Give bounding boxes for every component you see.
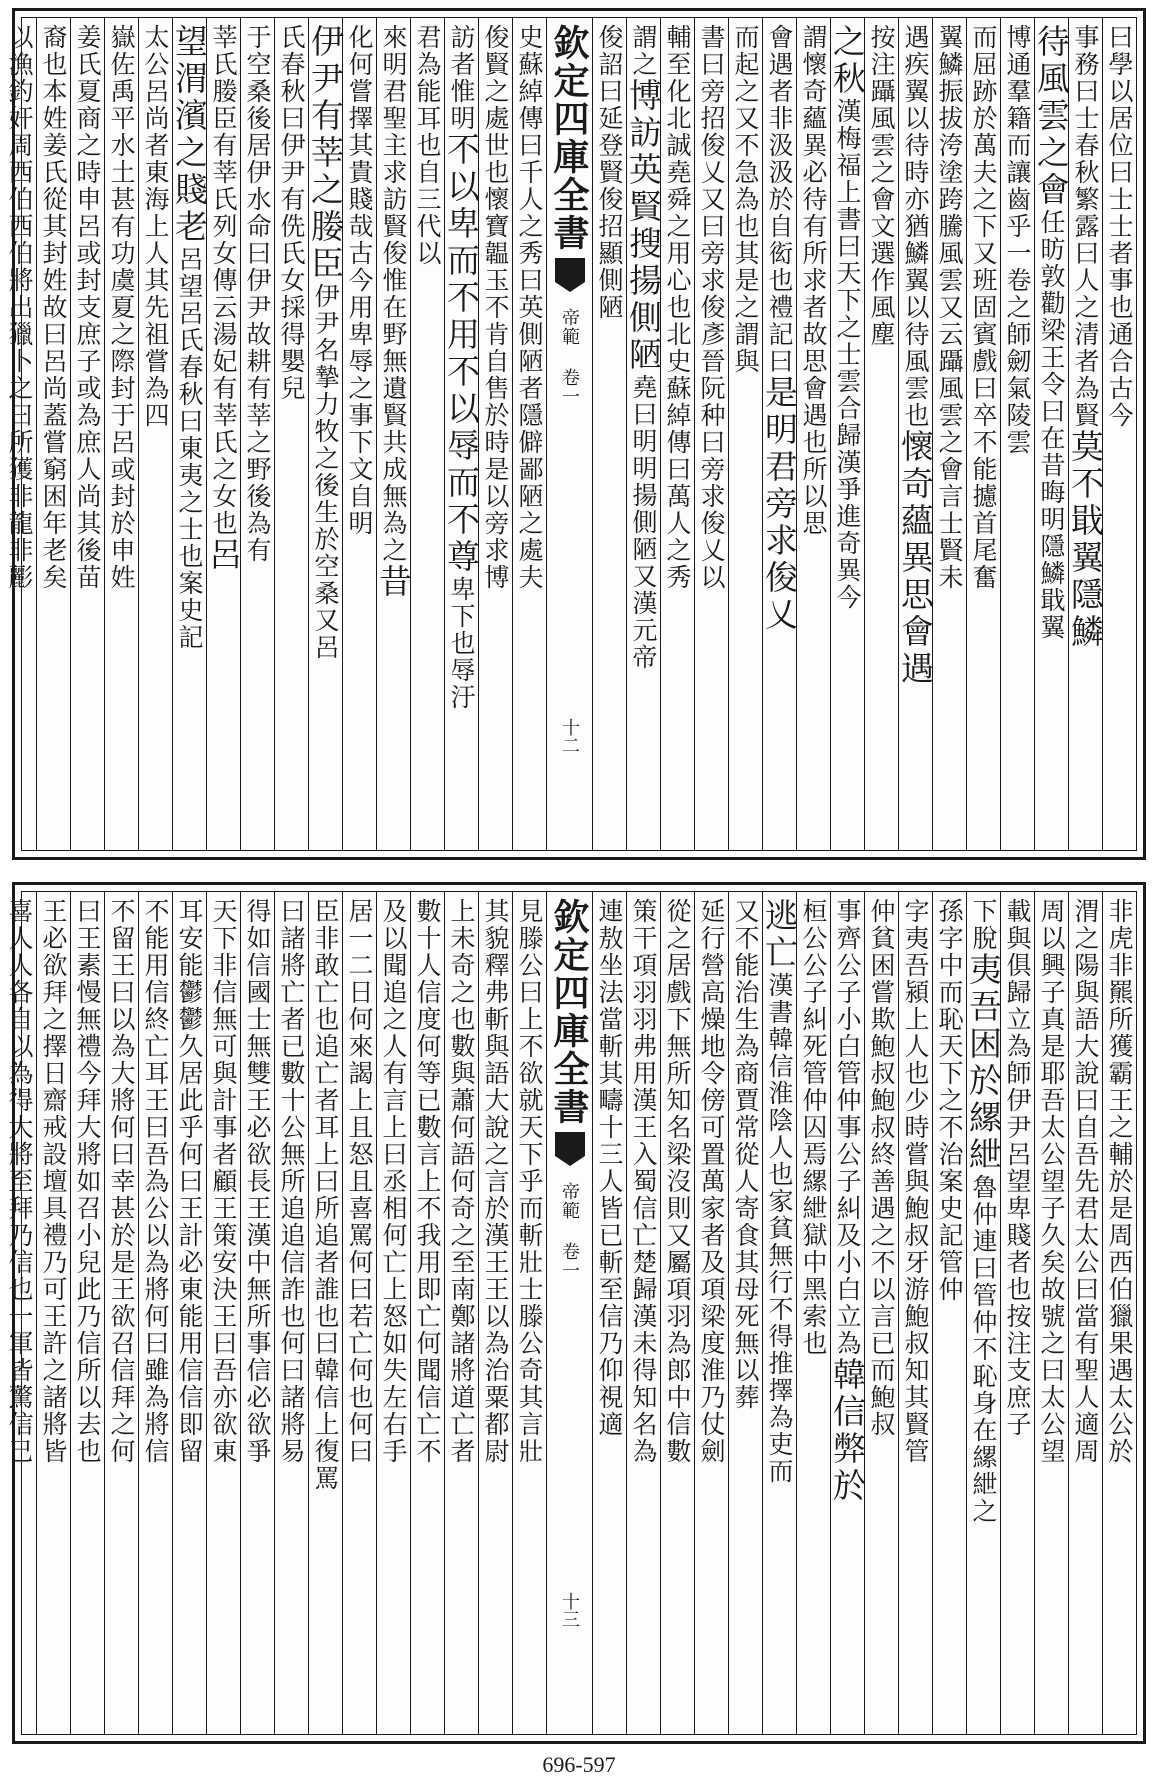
commentary-text: 遇疾翼以待時亦猶鱗翼以待風雲也 bbox=[901, 24, 930, 429]
volume-label: 帝範 卷一 bbox=[559, 1182, 580, 1280]
commentary-text: 孫字 bbox=[935, 898, 964, 952]
commentary-text: 也自三代以 bbox=[413, 132, 442, 267]
main-text: 是明君旁求俊乂 bbox=[760, 375, 799, 634]
text-column bbox=[624, 18, 663, 850]
commentary-text: 姜氏夏商之時申呂或封支庶子或為庶人尚其後苗 bbox=[73, 24, 102, 591]
commentary-text: 不留王曰以為大將何曰幸甚於是王欲召信拜之何 bbox=[107, 898, 136, 1465]
commentary-text: 從之居戲下無所知名梁沒則又屬項羽為郎中信數 bbox=[663, 898, 692, 1465]
text-column bbox=[1034, 892, 1068, 1734]
commentary-text: 按注支庶子 bbox=[1003, 1303, 1032, 1438]
commentary-text: 詔曰延登賢俊招顯側陋 bbox=[595, 51, 624, 321]
main-text: 懷奇蘊異思會遇 bbox=[896, 429, 935, 688]
commentary-text: 漢書韓信淮陰人也家貧無行不得推擇為吏而 bbox=[765, 972, 794, 1485]
commentary-text: 伊尹名摯力牧之後生於空桑又呂 bbox=[311, 283, 340, 661]
commentary-text: 曰諸將亡者已數十公無所追追信詐也何曰諸將易 bbox=[277, 898, 306, 1465]
commentary-text: 呂望呂氏春秋曰東夷之士也案史記 bbox=[175, 246, 204, 651]
commentary-text: 卑下也辱汙 bbox=[447, 576, 476, 711]
center-fold bbox=[546, 18, 592, 850]
main-text: 呂 bbox=[204, 537, 243, 574]
text-column bbox=[828, 18, 867, 850]
page-bottom bbox=[5, 882, 1146, 1744]
text-column bbox=[512, 892, 546, 1734]
text-column bbox=[444, 892, 478, 1734]
main-text: 之秋 bbox=[828, 24, 867, 98]
text-column bbox=[308, 892, 342, 1734]
fishtail-mark-icon bbox=[555, 258, 585, 282]
leaf-number: 十三 bbox=[559, 1592, 580, 1628]
commentary-text: 氏春秋曰伊尹有侁氏女採得嬰兒 bbox=[277, 24, 306, 402]
main-text: 韓信弊於 bbox=[828, 1357, 867, 1505]
text-column bbox=[36, 892, 70, 1734]
commentary-text: 渭之陽與語大說曰自吾先君太公曰當有聖人適周 bbox=[1071, 898, 1100, 1465]
commentary-text: 按注躡風雲之會文選作風塵 bbox=[867, 24, 896, 348]
text-column bbox=[374, 18, 413, 850]
book-title: 欽定四庫全書 bbox=[548, 24, 590, 252]
text-column bbox=[442, 18, 481, 850]
commentary-text: 曰王素慢無禮今拜大將如召小兒此乃信所以去也 bbox=[73, 898, 102, 1465]
text-column bbox=[626, 892, 660, 1734]
commentary-text: 居一二日何來謁上且怒且喜罵何曰若亡何也何曰 bbox=[345, 898, 374, 1465]
commentary-text: 臣非敢亡也追亡者耳上曰所追者誰也曰韓信上復罵 bbox=[311, 898, 340, 1492]
text-column bbox=[760, 18, 799, 850]
commentary-text: 史蘇綽傳曰千人之秀曰英側陋者隱僻鄙陋之處夫 bbox=[515, 24, 544, 591]
commentary-text: 仲貧困嘗欺鮑叔鮑叔終善遇之不以言已而鮑叔 bbox=[867, 898, 896, 1438]
main-text: 望渭濱之賤老 bbox=[170, 24, 209, 246]
text-column bbox=[898, 892, 932, 1734]
commentary-text: 載與俱歸立為師伊尹呂望卑賤者也 bbox=[1003, 898, 1032, 1303]
text-column bbox=[342, 18, 376, 850]
text-column bbox=[592, 18, 626, 850]
commentary-text: 喜人人各自以為得大將至拜乃信也一軍皆驚信已 bbox=[5, 898, 34, 1465]
commentary-text: 翼鱗振拔洿塗跨騰風雲又云躡風雲之會言士賢未 bbox=[935, 24, 964, 591]
commentary-text: 博通羣籍而讓齒乎一卷之師劒氣陵雲 bbox=[1003, 24, 1032, 456]
text-column bbox=[172, 892, 206, 1734]
main-text: 待風雲之會 bbox=[1032, 24, 1071, 209]
commentary-text: 王必欲拜之擇日齋戒設壇具禮乃可王許之諸將皆 bbox=[39, 898, 68, 1465]
commentary-text: 中而恥天下之不治案史記管仲 bbox=[935, 952, 964, 1303]
text-column bbox=[170, 18, 209, 850]
page-number: 696-597 bbox=[542, 1752, 616, 1777]
text-column bbox=[966, 18, 1000, 850]
fishtail-mark-icon bbox=[555, 1132, 585, 1156]
text-column bbox=[204, 18, 243, 850]
volume-label: 帝範 卷一 bbox=[559, 308, 580, 406]
commentary-text: 謂懷奇蘊異必待有所求者故思會遇也所以思 bbox=[799, 24, 828, 537]
commentary-text: 訪者惟明 bbox=[447, 24, 476, 132]
commentary-text: 耳安能鬱鬱久居此乎何曰王計必東能用信信即留 bbox=[175, 898, 204, 1465]
commentary-text: 輔至化北誠堯舜之用心也北史蘇綽傳曰萬人之秀 bbox=[663, 24, 692, 591]
text-column bbox=[828, 892, 867, 1734]
commentary-text: 不能用信終亡耳王曰吾為公以為將何曰雖為將信 bbox=[141, 898, 170, 1465]
commentary-text: 于空桑後居伊水命曰伊尹故耕有莘之野後為有 bbox=[243, 24, 272, 564]
commentary-text: 上未奇之也數與蕭何語何奇之至南鄭諸將道亡者 bbox=[447, 898, 476, 1465]
commentary-text: 而起之又不急為也其是之謂與 bbox=[731, 24, 760, 375]
commentary-text: 堯曰明明揚側陋又漢元帝 bbox=[629, 374, 658, 671]
leaf-number: 十二 bbox=[559, 718, 580, 754]
main-text: 莫不戢翼隱鱗 bbox=[1066, 429, 1105, 651]
text-column bbox=[796, 18, 830, 850]
text-column bbox=[104, 892, 138, 1734]
text-column bbox=[138, 18, 172, 850]
text-column bbox=[728, 892, 762, 1734]
page-top bbox=[5, 8, 1146, 860]
text-column bbox=[932, 892, 966, 1734]
commentary-text: 化何嘗擇其貴賤哉古今用卑辱之事下文自明 bbox=[345, 24, 374, 537]
text-column bbox=[964, 892, 1003, 1734]
text-column bbox=[2, 892, 36, 1734]
main-text: 昔 bbox=[374, 564, 413, 601]
commentary-text: 漢梅福上書曰天下之士雲合歸漢爭進奇異今 bbox=[833, 98, 862, 611]
text-column bbox=[36, 18, 70, 850]
text-column bbox=[660, 892, 694, 1734]
text-column bbox=[410, 18, 444, 850]
text-column bbox=[728, 18, 762, 850]
text-column bbox=[1066, 18, 1105, 850]
text-column bbox=[1000, 18, 1034, 850]
commentary-text: 延行營高燥地令傍可置萬家者及項梁度淮乃仗劍 bbox=[697, 898, 726, 1465]
commentary-text: 會遇者非汲汲於自衒也禮記曰 bbox=[765, 24, 794, 375]
book-title: 欽定四庫全書 bbox=[548, 898, 590, 1126]
commentary-text: 莘氏媵臣有莘氏列女傳云湯妃有莘氏之女也 bbox=[209, 24, 238, 537]
commentary-text: 非虎非羆所獲霸王之輔於是周西伯獵果遇太公於 bbox=[1105, 898, 1134, 1465]
commentary-text: 連敖坐法當斬其疇十三人皆已斬至信乃仰視適 bbox=[595, 898, 624, 1438]
main-text: 夷吾困於縲紲 bbox=[964, 952, 1003, 1174]
text-column bbox=[1032, 18, 1071, 850]
text-column bbox=[478, 18, 512, 850]
text-column bbox=[660, 18, 694, 850]
commentary-text: 及以聞追之人有言上曰丞相何亡上怒如失左右手 bbox=[379, 898, 408, 1465]
commentary-text: 嶽佐禹平水土甚有功虞夏之際封于呂或封於申姓 bbox=[107, 24, 136, 591]
text-column bbox=[410, 892, 444, 1734]
text-column bbox=[274, 892, 308, 1734]
text-column bbox=[796, 892, 830, 1734]
page-top-columns bbox=[5, 17, 1137, 851]
commentary-text: 太公呂尚者東海上人其先祖嘗為四 bbox=[141, 24, 170, 429]
commentary-text: 裔也本姓姜氏從其封姓故曰呂尚蓋嘗窮困年老矣 bbox=[39, 24, 68, 591]
commentary-text: 謂之 bbox=[629, 24, 658, 78]
main-text: 不以卑而不用不以辱而不尊 bbox=[442, 132, 481, 576]
commentary-text: 俊 bbox=[595, 24, 624, 51]
text-column bbox=[104, 18, 138, 850]
text-column bbox=[1102, 892, 1136, 1734]
text-column bbox=[376, 892, 410, 1734]
main-text: 伊尹有莘之媵臣 bbox=[306, 24, 345, 283]
text-column bbox=[478, 892, 512, 1734]
text-column bbox=[206, 892, 240, 1734]
main-text: 逃亡 bbox=[760, 898, 799, 972]
text-column bbox=[932, 18, 966, 850]
commentary-text: 字夷吾潁上人也少時嘗與鮑叔牙游鮑叔知其賢管 bbox=[901, 898, 930, 1465]
commentary-text: 事齊公子小白管仲事公子糾及小白立為 bbox=[833, 898, 862, 1357]
commentary-text: 其貌釋弗斬與語大說之言於漢王王以為治粟都尉 bbox=[481, 898, 510, 1465]
commentary-text: 俊賢之處世也懷寶韞玉不肯自售於時是以旁求博 bbox=[481, 24, 510, 591]
text-column bbox=[240, 892, 274, 1734]
text-column bbox=[694, 892, 728, 1734]
commentary-text: 下脫 bbox=[969, 898, 998, 952]
text-column bbox=[694, 18, 728, 850]
text-column bbox=[1068, 892, 1102, 1734]
commentary-text: 來明君聖主求訪賢俊惟在野無遺賢共成無為之 bbox=[379, 24, 408, 564]
text-column bbox=[592, 892, 626, 1734]
text-column bbox=[864, 18, 898, 850]
center-fold bbox=[546, 892, 592, 1734]
commentary-text: 魯仲連曰管仲不恥身在縲紲之 bbox=[969, 1174, 998, 1525]
text-column bbox=[512, 18, 546, 850]
text-column bbox=[70, 18, 104, 850]
commentary-text: 君為能耳 bbox=[413, 24, 442, 132]
main-text: 博訪英賢搜揚側陋 bbox=[624, 78, 663, 374]
text-column bbox=[274, 18, 308, 850]
text-column bbox=[1102, 18, 1136, 850]
commentary-text: 數十人信度何等已數言上不我用即亡何聞信亡不 bbox=[413, 898, 442, 1465]
text-column bbox=[896, 18, 935, 850]
commentary-text: 桓公公子糾死管仲囚焉縲紲獄中黑索也 bbox=[799, 898, 828, 1357]
text-column bbox=[1000, 892, 1034, 1734]
commentary-text: 曰學以居位曰士士者事也通合古今 bbox=[1105, 24, 1134, 429]
page-bottom-columns bbox=[5, 891, 1137, 1735]
commentary-text: 得如信國士無雙王必欲長王漢中無所事信必欲爭 bbox=[243, 898, 272, 1465]
text-column bbox=[70, 892, 104, 1734]
text-column bbox=[306, 18, 345, 850]
commentary-text: 周以興子真是耶吾太公望子久矣故號之曰太公望 bbox=[1037, 898, 1066, 1465]
commentary-text: 任昉敦勸梁王令曰在昔晦明隱鱗戢翼 bbox=[1037, 209, 1066, 641]
commentary-text: 又不能治生為商賈常從人寄食其母死無以葬 bbox=[731, 898, 760, 1411]
commentary-text: 書曰旁招俊乂又曰旁求俊彥晉阮种曰旁求俊乂以 bbox=[697, 24, 726, 591]
text-column bbox=[240, 18, 274, 850]
text-column bbox=[342, 892, 376, 1734]
commentary-text: 事務曰士春秋繁露曰人之清者為賢 bbox=[1071, 24, 1100, 429]
commentary-text: 天下非信無可與計事者顧王策安決王曰吾亦欲東 bbox=[209, 898, 238, 1465]
text-column bbox=[138, 892, 172, 1734]
text-column bbox=[2, 18, 36, 850]
commentary-text: 見滕公曰上不欲就天下乎而斬壯士滕公奇其言壯 bbox=[515, 898, 544, 1465]
commentary-text: 以漁釣奸周西伯西伯將出獵卜之曰所獲非龍非彲 bbox=[5, 24, 34, 591]
commentary-text: 而屈跡於萬夫之下又班固賓戲曰卒不能攄首尾奮 bbox=[969, 24, 998, 591]
text-column bbox=[760, 892, 799, 1734]
commentary-text: 策干項羽羽弗用漢王入蜀信亡楚歸漢未得知名為 bbox=[629, 898, 658, 1465]
text-column bbox=[864, 892, 898, 1734]
